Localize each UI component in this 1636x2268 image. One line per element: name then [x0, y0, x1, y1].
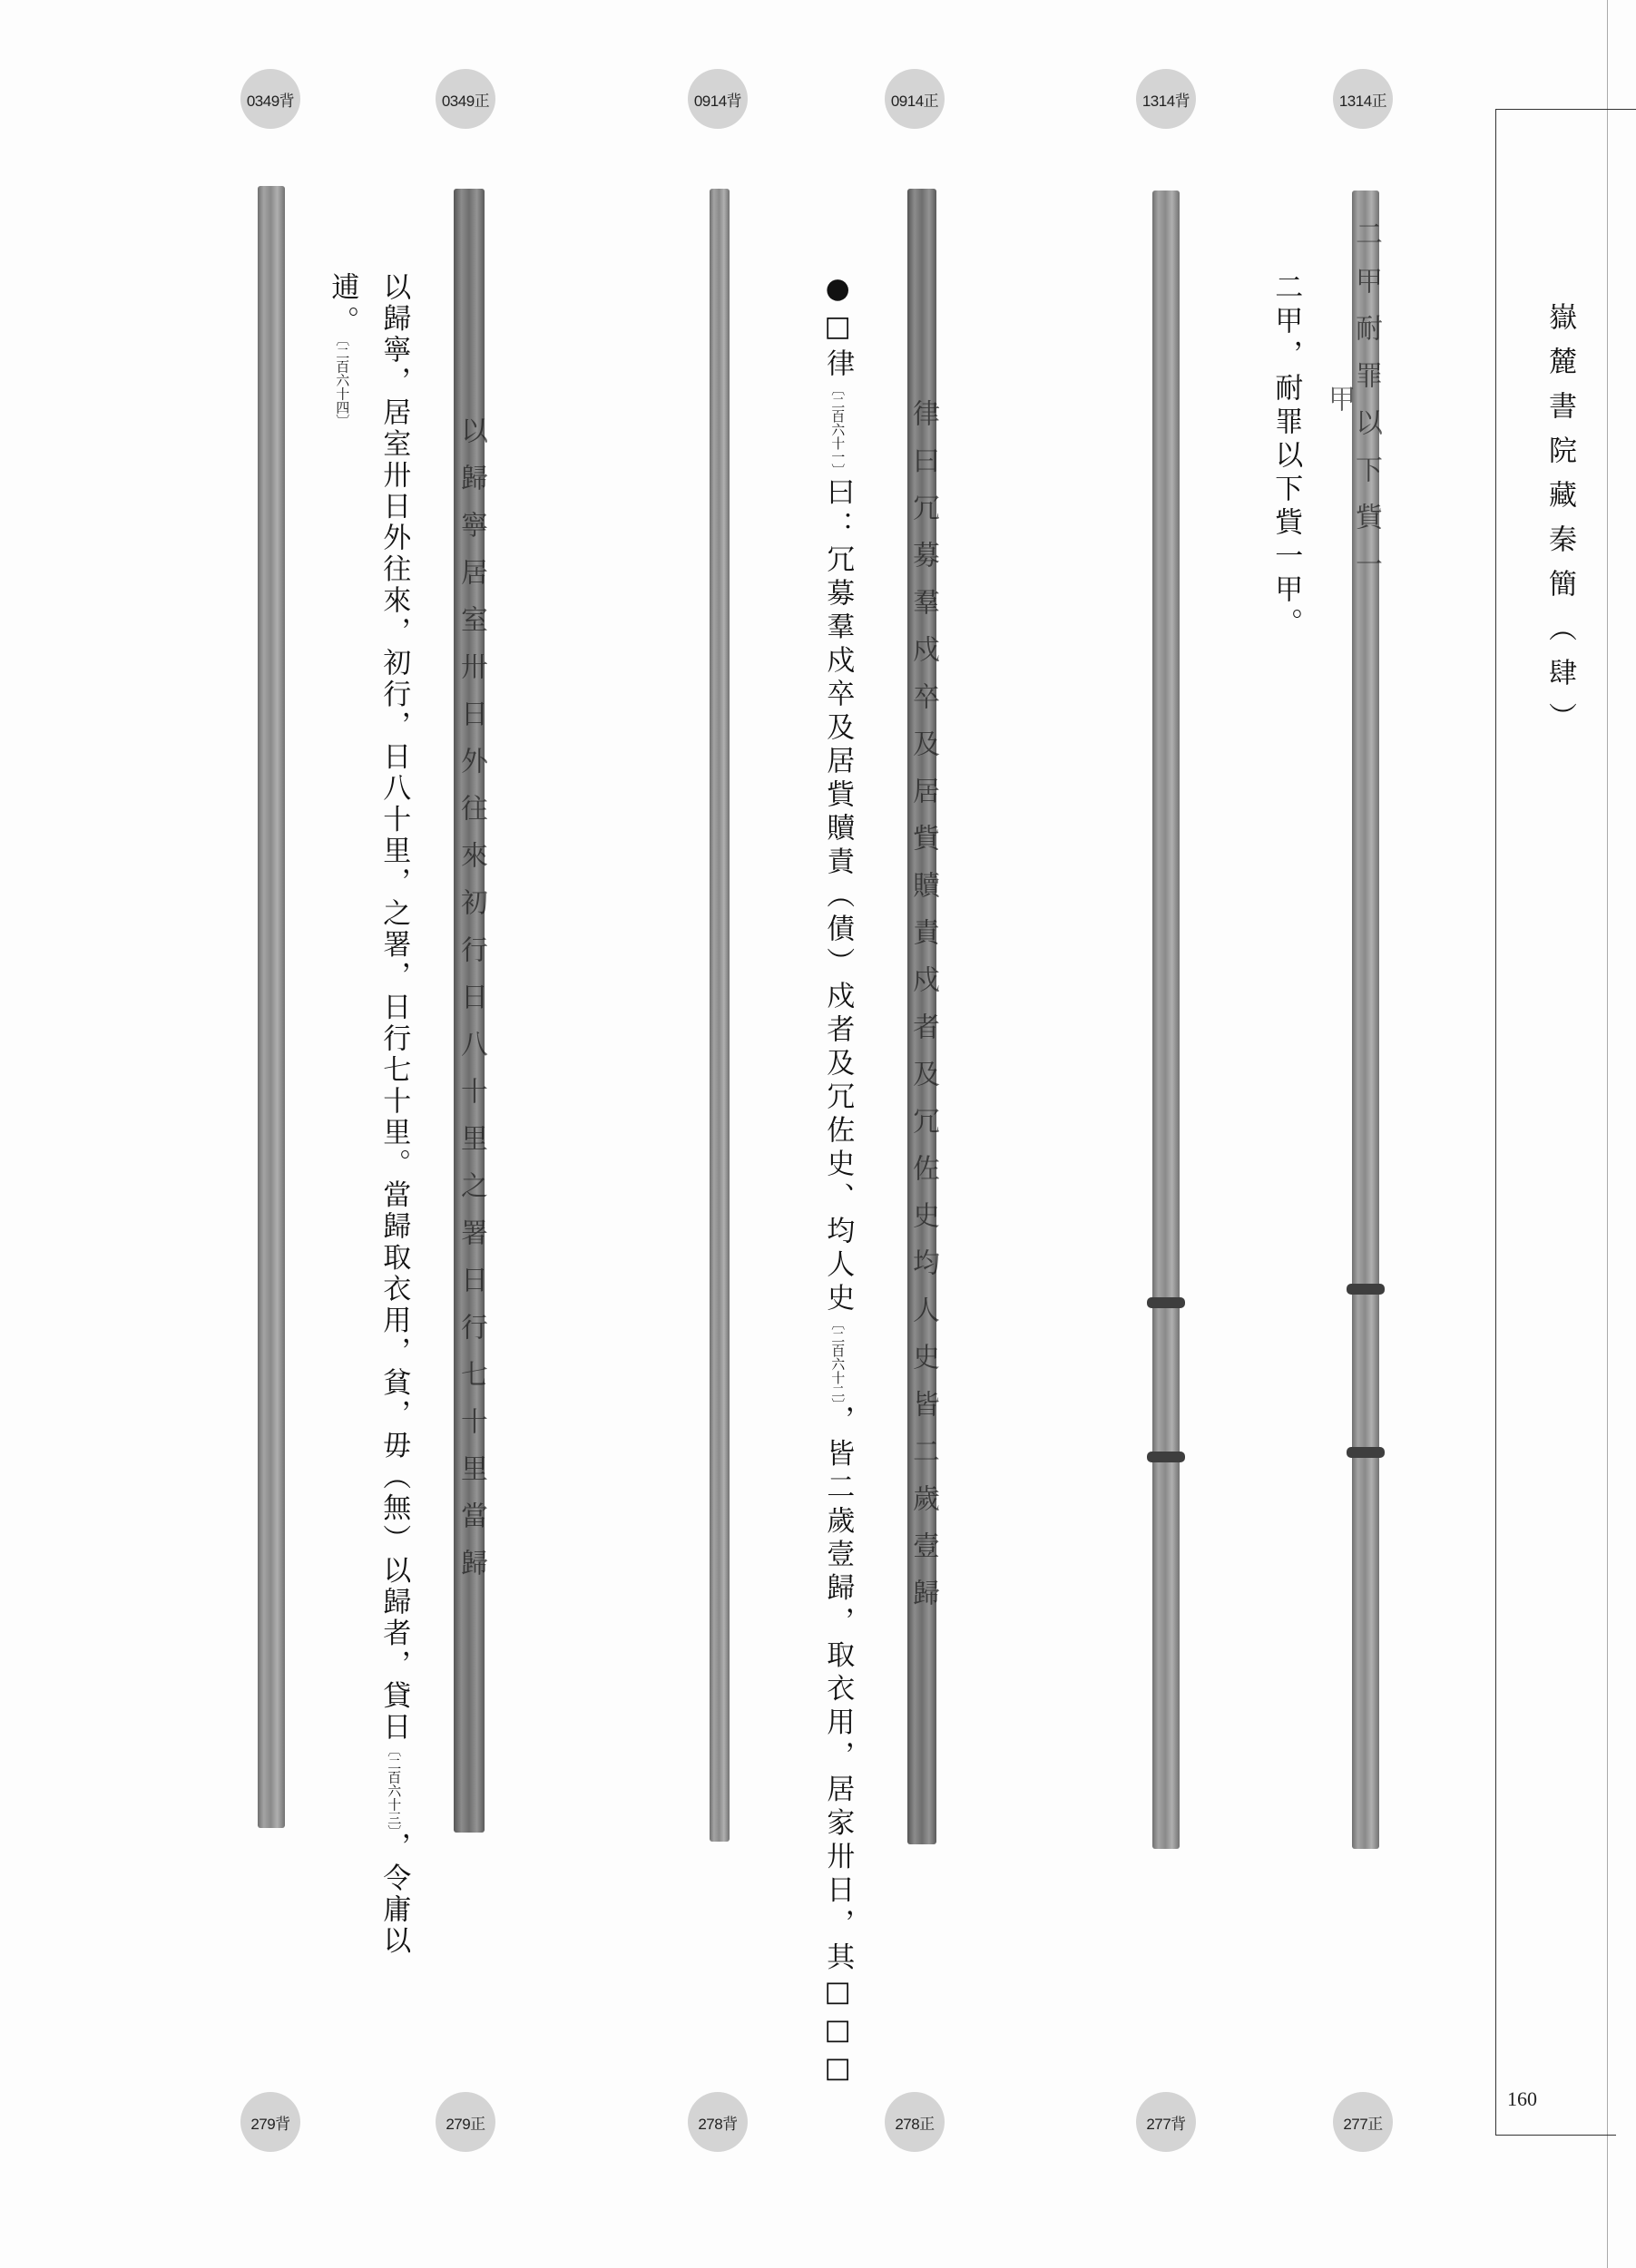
slip-label-0349-front: 0349正 — [436, 69, 495, 129]
slip-number-278-front: 278正 — [885, 2092, 945, 2152]
slip-label-0349-back: 0349背 — [240, 69, 300, 129]
slip-label-0914-back: 0914背 — [688, 69, 748, 129]
book-title: 嶽麓書院藏秦簡（肆） — [1543, 302, 1576, 747]
binding-cord — [1147, 1452, 1185, 1462]
bamboo-slip-278-front — [907, 189, 939, 1844]
slip-label-0914-front: 0914正 — [885, 69, 945, 129]
bamboo-slip-277-back — [1152, 191, 1180, 1849]
binding-cord — [1147, 1297, 1185, 1308]
slip-number-277-front: 277正 — [1333, 2092, 1393, 2152]
slip-number-277-back: 277背 — [1136, 2092, 1196, 2152]
frame-line — [1616, 109, 1636, 110]
sidebar-frame — [1495, 109, 1616, 2136]
bamboo-slip-279-back — [258, 186, 285, 1828]
slip-script: 二甲耐罪以下貲一甲 — [1323, 220, 1382, 597]
slip-label-1314-front: 1314正 — [1333, 69, 1393, 129]
transcription-279: 以歸寧，居室卅日外往來，初行，日八十里，之署，日行七十里。當歸取衣用，貧，毋（無）以歸者，貸日〔二百六十三〕，令庸以 — [377, 272, 411, 1957]
bamboo-slip-278-back — [710, 189, 730, 1842]
transcription-279-continued: 逋。〔二百六十四〕 — [326, 272, 359, 428]
binding-cord — [1347, 1284, 1385, 1295]
slip-label-1314-back: 1314背 — [1136, 69, 1196, 129]
slip-number-278-back: 278背 — [688, 2092, 748, 2152]
bamboo-slip-279-front — [454, 189, 485, 1833]
slip-number-279-front: 279正 — [436, 2092, 495, 2152]
slip-script: 以歸寧居室卅日外往來初行日八十里之署日行七十里當歸 — [456, 416, 487, 1596]
page-number: 160 — [1507, 2087, 1537, 2110]
slip-script: 律曰冗募羣戍卒及居貲贖責戍者及冗佐史均人史皆二歲壹歸 — [907, 398, 939, 1626]
slip-number-279-back: 279背 — [240, 2092, 300, 2152]
bamboo-slip-277-front — [1323, 191, 1382, 1849]
transcription-277: 二甲，耐罪以下貲一甲。 — [1269, 272, 1303, 641]
binding-cord — [1347, 1447, 1385, 1458]
transcription-278: ●□律〔二百六十一〕曰：冗募羣戍卒及居貲贖責（債）戍者及冗佐史、均人史〔二百六十二〕，皆二歲壹歸，取衣用，居家卅日，其□□□ — [821, 272, 855, 2090]
